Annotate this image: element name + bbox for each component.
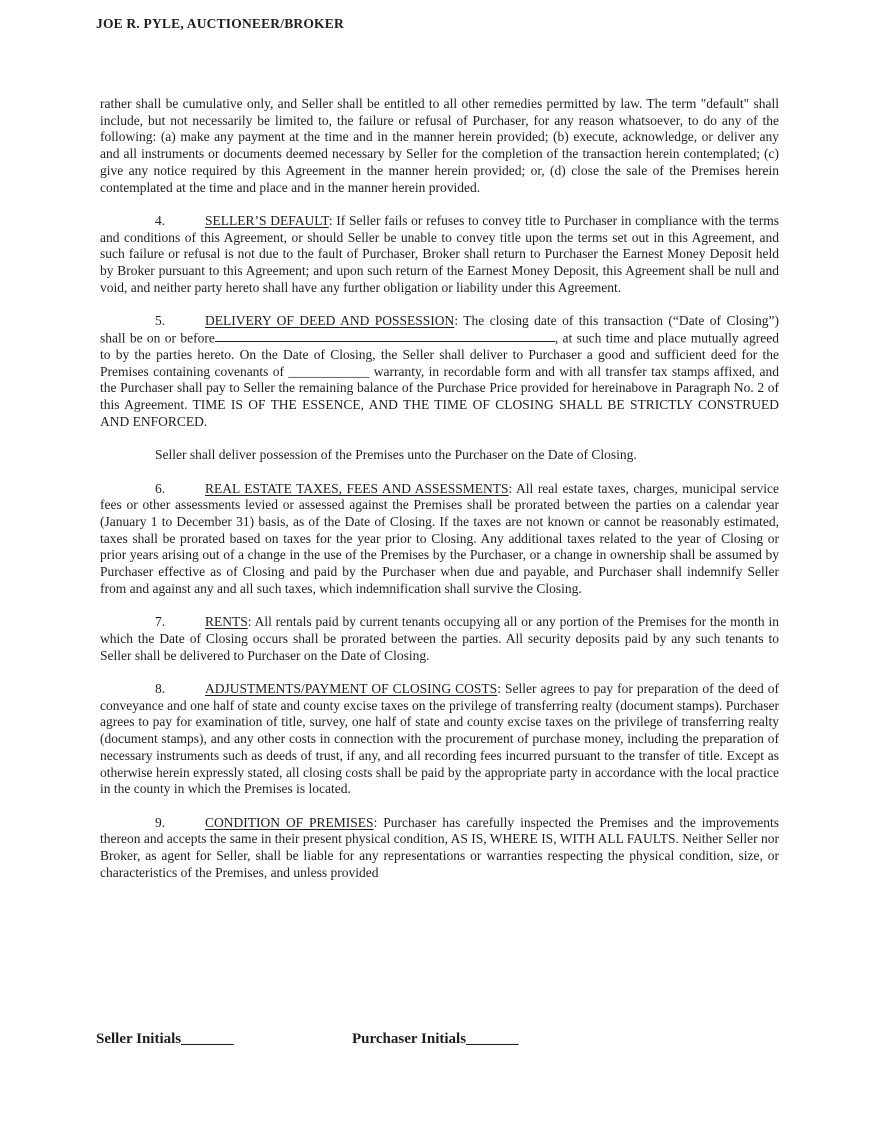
paragraph-number: 5. [155,313,166,329]
clause-5-delivery-of-deed-and-possession [100,313,779,430]
paragraph-text: : If Seller fails or refuses to convey title to Purchaser in compliance with the terms and conditions of this Agreement, or should Seller be unable to convey title upon the terms set out in this Agreement, and such failure or refusal is not due to the fault of Purchaser, Broker shall return to Purchaser the Earnest Money Deposit held by Broker pursuant to this Agreement; and upon such return of the Earnest Money Deposit, this Agreement shall be null and void, and neither party hereto shall have any further obligation or liability under this Agreement. [100,212,779,295]
paragraph-number: 4. [155,212,166,228]
clause-6-real-estate-taxes [100,481,779,598]
paragraph-number: 6. [155,480,166,496]
paragraph-heading: DELIVERY OF DEED AND POSSESSION [205,313,455,329]
paragraph-heading: ADJUSTMENTS/PAYMENT OF CLOSING COSTS [205,680,498,696]
paragraph-number: 9. [155,814,166,830]
broker-title: JOE R. PYLE, AUCTIONEER/BROKER [96,16,344,31]
clause-4-sellers-default [100,213,779,297]
paragraph-text: , at such time and place mutually agreed to by the parties hereto. On the Date of Closing, the Seller shall deliver to Purchaser a good and sufficient deed for the Premises containing covenants of ____________ warranty, in recordable form and with all transfer tax stamps affixed, and the Purchaser shall pay to Seller the remaining balance of the Purchase Price provided for hereinabove in Paragraph No. 2 of this Agreement. TIME IS OF THE ESSENCE, AND THE TIME OF CLOSING SHALL BE STRICTLY CONSTRUED AND ENFORCED. [100,330,779,429]
seller-initials-label: Seller Initials [96,1031,182,1047]
paragraph-text: Seller shall deliver possession of the Premises unto the Purchaser on the Date of Closing. [155,447,637,463]
seller-initials [96,1031,234,1048]
purchaser-initials-blank: _______ [466,1031,519,1047]
paragraph-text: : All rentals paid by current tenants occupying all or any portion of the Premises for the month in which the Date of Closing occurs shall be prorated between the parties. All security deposits paid by any such tenants to Seller shall be delivered to Purchaser on the Date of Closing. [100,614,779,663]
purchaser-initials-label: Purchaser Initials [352,1031,467,1047]
seller-initials-blank: _______ [181,1031,234,1047]
paragraph-heading: SELLER’S DEFAULT [205,212,329,228]
paragraph-text: : All real estate taxes, charges, municipal service fees or other assessments levied or assessed against the Premises shall be prorated between the parties on a calendar year (January 1 to December 31) basis, as of the Date of Closing. If the taxes are not known or cannot be reasonably estimated, taxes shall be prorated based on taxes for the year prior to Closing. Any additional taxes related to the year of Closing or prior years arising out of a change in the use of the Premises by the Purchaser, or a change in ownership shall be assumed by Purchaser effective as of Closing and paid by the Purchaser when due and payable, and Purchaser shall indemnify Seller from and against any and all such taxes, which indemnification shall survive the Closing. [100,480,779,596]
paragraph-heading: RENTS [205,614,248,630]
paragraph-text: : Seller agrees to pay for preparation of the deed of conveyance and one half of state and county excise taxes on the privilege of transferring realty (document stamps). Purchaser agrees to pay for examination of title, survey, one half of state and county excise taxes on the privilege of transferring realty (document stamps), and any other costs in connection with the procurement of purchase money, including the preparation of necessary instruments such as deeds of trust, if any, and all recording fees incurred pursuant to the transfer of title. Except as otherwise herein expressly stated, all closing costs shall be paid by the appropriate party in accordance with the local practice in the county in which the Premises is located. [100,680,779,797]
paragraph-text: : Purchaser has carefully inspected the Premises and the improvements thereon and accepts the same in their present physical condition, AS IS, WHERE IS, WITH ALL FAULTS. Neither Seller nor Broker, as agent for Seller, shall be liable for any representations or warranties respecting the physical condition, size, or characteristics of the Premises, and unless provided [100,814,779,880]
paragraph-text: : The closing date of this transaction (“Date of Closing”) shall be on or before [100,313,779,346]
clause-8-adjustments-closing-costs [100,681,779,798]
clause-9-condition-of-premises [100,815,779,882]
possession-sentence [100,447,779,464]
paragraph-number: 7. [155,614,166,630]
fill-in-blank-line [215,330,555,342]
paragraph-number: 8. [155,680,166,696]
paragraph-text: rather shall be cumulative only, and Seller shall be entitled to all other remedies permitted by law. The term "default" shall include, but not necessarily be limited to, the failure or refusal of Purchaser, for any reason whatsoever, to do any of the following: (a) make any payment at the time and in the manner herein provided; (b) execute, acknowledge, or deliver any and all instruments or documents deemed necessary by Seller for the completion of the transaction herein contemplated; (c) give any notice required by this Agreement in the manner herein provided; or, (d) close the sale of the Premises herein contemplated at the time and place and in the manner herein provided. [100,96,779,195]
document-header [96,16,344,32]
purchaser-initials [352,1031,519,1048]
clause-default-continuation [100,96,779,196]
clause-7-rents [100,614,779,664]
paragraph-heading: REAL ESTATE TAXES, FEES AND ASSESSMENTS [205,480,509,496]
initials-footer [96,1031,775,1055]
document-body [100,96,779,898]
paragraph-heading: CONDITION OF PREMISES [205,814,374,830]
